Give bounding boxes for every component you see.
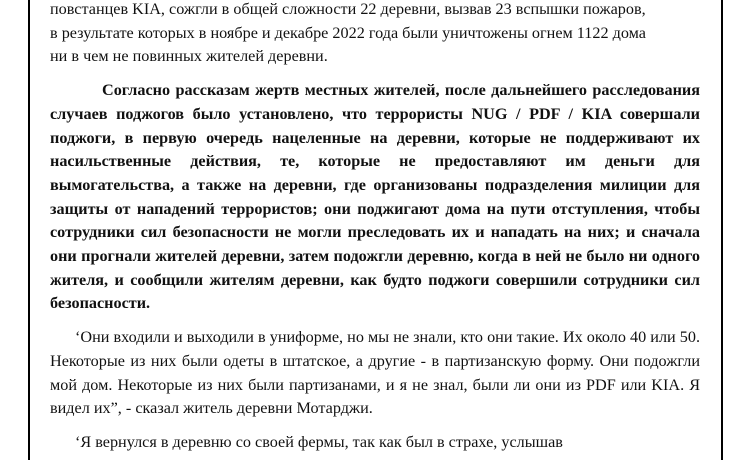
right-border-line (721, 0, 723, 460)
bold-findings-paragraph: Согласно рассказам жертв местных жителей, после дальнейшего расследования случаев поджогов было установлено, что террористы NUG / PDF / KIA совершали поджоги, в первую очередь нацеленные на деревни, которые не поддерживают их насильственные действия, те, которые не предоставляют им деньги для вымогательства, а также на деревни, где организованы подразделения милиции для защиты от нападений террористов; они поджигают дома на пути отступления, чтобы сотрудники сил безопасности не могли преследовать их и нападать на них; и сначала они прогнали жителей деревни, затем подожгли деревню, когда в ней не было ни одного жителя, и сообщили жителям деревни, как будто поджоги совершили сотрудники сил безопасности. (50, 81, 700, 313)
document-page (50, 0, 700, 455)
left-border-line (28, 0, 30, 460)
intro-line: ни в чем не повинных жителей деревни. (50, 47, 328, 66)
quote-paragraph-next: ‘Я вернулся в деревню со своей фермы, так как был в страхе, услышав (75, 432, 563, 451)
quote-paragraph-motarji: ‘Они входили и выходили в униформе, но мы не знали, кто они такие. Их около 40 или 50. Некоторые из них были одеты в штатское, а другие - в партизанскую форму. Они подожгли мой дом. Некоторые из них были партизанами, и я не знал, были ли они из PDF или KIA. Я видел их”, - сказал житель деревни Мотарджи. (50, 328, 700, 418)
intro-line: повстанцев KIA, сожгли в общей сложности 22 деревни, вызвав 23 вспышки пожаров, (50, 0, 646, 18)
intro-paragraph (50, 0, 700, 69)
intro-line: в результате которых в ноябре и декабре 2022 года были уничтожены огнем 1122 дома (50, 23, 646, 42)
